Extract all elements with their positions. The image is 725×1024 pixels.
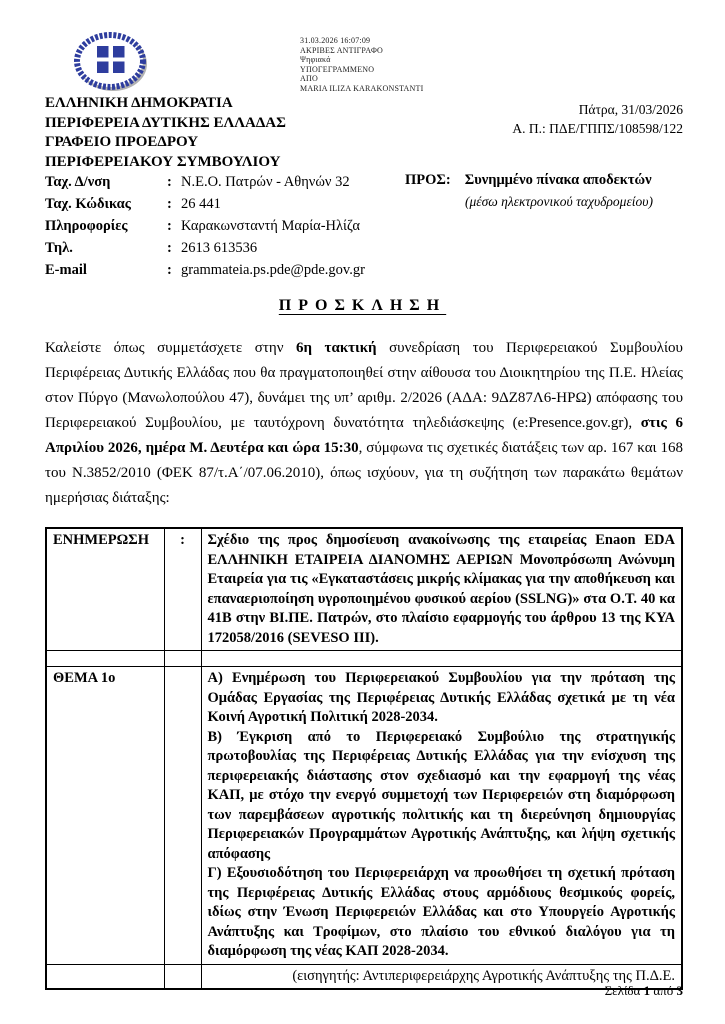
- footer-text: Σελίδα: [604, 983, 644, 998]
- org-line: ΕΛΛΗΝΙΚΗ ΔΗΜΟΚΡΑΤΙΑ: [45, 95, 233, 111]
- body-text: , σύμφωνα τις σχετικές διατάξεις των αρ. 167 και 168 του Ν.3852/2010 (ΦΕΚ 87/τ.Α΄/07.06.2010), όπως ισχύουν, για τη συζήτηση των παρακάτω θεμάτων ημερήσιας διάταξης:: [45, 440, 683, 506]
- empty-cell: [164, 964, 201, 989]
- topic-item-a: Α) Ενημέρωση του Περιφερειακού Συμβουλίου για την πρόταση της Ομάδας Εργασίας της Περιφέρειας Δυτικής Ελλάδας σχετικά με τη νέα Κοινή Αγροτική Πολιτική 2028-2034.: [207, 670, 675, 725]
- contact-row-address: [45, 171, 400, 193]
- contact-value: 2613 613536: [181, 240, 258, 256]
- contact-row-postcode: [45, 193, 400, 215]
- row-text: [201, 667, 682, 965]
- empty-cell: [46, 964, 164, 989]
- org-line: ΠΕΡΙΦΕΡΕΙΑ ΔΥΤΙΚΗΣ ΕΛΛΑΔΑΣ: [45, 114, 286, 131]
- row-colon: :: [164, 528, 201, 651]
- contact-label: Τηλ.: [45, 240, 73, 256]
- contact-label: Ταχ. Κώδικας: [45, 196, 131, 212]
- to-label: ΠΡΟΣ:: [405, 172, 451, 188]
- digital-signature-stamp: [300, 36, 423, 94]
- empty-cell: [46, 651, 164, 667]
- table-row-briefing: [46, 528, 682, 651]
- recipients-line: [405, 170, 690, 191]
- contact-label: Ταχ. Δ/νση: [45, 174, 111, 190]
- row-text: Σχέδιο της προς δημοσίευση ανακοίνωσης της εταιρείας Enaon EDA ΕΛΛΗΝΙΚΗ ΕΤΑΙΡΕΙΑ ΔΙΑΝΟΜΗΣ ΑΕΡΙΩΝ Μονοπρόσωπη Ανώνυμη Εταιρεία για τις «Εγκαταστάσεις μικρής κλίμακας για την αποθήκευση και επαναεριοποίηση υγροποιημένου φυσικού αερίου (SSLNG)» στα Ο.Τ. 40 κα 41Β στην ΒΙ.ΠΕ. Πατρών, στο πλαίσιο εφαρμογής του άρθρου 13 της ΚΥΑ 172058/2016 (SEVESO III).: [201, 528, 682, 651]
- contact-colon: :: [167, 240, 172, 256]
- contact-value: 26 441: [181, 196, 221, 212]
- contact-email-value: grammateia.ps.pde@pde.gov.gr: [181, 262, 365, 278]
- footer-page-current: 1: [643, 983, 651, 998]
- title-row: [0, 297, 725, 315]
- rapporteur-note: (εισηγητής: Αντιπεριφερειάρχης Αγροτικής Ανάπτυξης της Π.Δ.Ε.: [201, 964, 682, 989]
- body-text: συνεδρίαση του Περιφερειακού Συμβουλίου Περιφέρειας Δυτικής Ελλάδας που θα πραγματοποιηθεί στην αίθουσα του Διοικητηρίου της Π.Ε. Ηλείας στον Πύργο (Μανωλοπούλου 47), δυνάμει της υπ’ αριθμ. 2/2026 (ΑΔΑ: 9ΔΖ87Λ6-ΗΡΩ) απόφασης του Περιφερειακού Συμβουλίου, με ταυτόχρονη δυνατότητα τηλεδιάσκεψης (e:Presence.gov.gr),: [45, 340, 683, 431]
- empty-cell: [164, 667, 201, 965]
- contact-row-email: [45, 259, 400, 281]
- stamp-line: Ψηφιακά: [300, 55, 331, 65]
- invitation-paragraph: [45, 336, 683, 511]
- contact-label: Πληροφορίες: [45, 218, 128, 234]
- table-row-topic-1: [46, 667, 682, 965]
- contact-row-information: [45, 215, 400, 237]
- place-date: Πάτρα, 31/03/2026: [578, 102, 683, 117]
- recipients-block: [405, 170, 690, 212]
- stamp-line: ΑΠΟ: [300, 74, 318, 84]
- empty-cell: [164, 651, 201, 667]
- stamp-signer-name: MARIA ILIZA KARAKONSTANTI: [300, 83, 424, 93]
- org-line: ΠΕΡΙΦΕΡΕΙΑΚΟΥ ΣΥΜΒΟΥΛΙΟΥ: [45, 153, 281, 170]
- row-label: ΘΕΜΑ 1ο: [46, 667, 164, 965]
- row-label: ΕΝΗΜΕΡΩΣΗ: [46, 528, 164, 651]
- topic-item-b: Β) Έγκριση από το Περιφερειακό Συμβούλιο της στρατηγικής πρωτοβουλίας της Περιφέρειας Δυτικής Ελλάδας για την ενίσχυση της περιφερειακής διάστασης στον σχεδιασμό και την εφαρμογή της νέας ΚΑΠ, με στόχο την ενεργό συμμετοχή των Περιφερειών στη διαμόρφωση των παρεμβάσεων αγροτικής πολιτικής και τη διερεύνηση δημιουργίας Περιφερειακών Προγραμμάτων Αγροτικής Ανάπτυξης, και λήψη σχετικής απόφασης: [207, 728, 675, 862]
- date-protocol-block: [512, 100, 683, 138]
- contact-value: Καρακωνσταντή Μαρία-Ηλίζα: [181, 218, 361, 234]
- page-number: [605, 983, 683, 999]
- contact-info-block: [45, 171, 400, 281]
- table-row-rapporteur: [46, 964, 682, 989]
- stamp-line: ΑΚΡΙΒΕΣ ΑΝΤΙΓΡΑΦΟ: [300, 45, 384, 55]
- contact-row-phone: [45, 237, 400, 259]
- to-delivery-note: (μέσω ηλεκτρονικού ταχυδρομείου): [465, 194, 653, 209]
- footer-text: από: [650, 983, 677, 998]
- body-text-bold: 6η τακτική: [296, 340, 377, 356]
- stamp-datetime: 31.03.2026 16:07:09: [300, 36, 371, 45]
- contact-label: E-mail: [45, 262, 87, 278]
- document-title: ΠΡΟΣΚΛΗΣΗ: [278, 297, 447, 314]
- table-row-spacer: [46, 651, 682, 667]
- body-text: Καλείστε όπως συμμετάσχετε στην: [45, 340, 296, 356]
- topic-item-c: Γ) Εξουσιοδότηση του Περιφερειάρχη να προωθήσει τη σχετική πρόταση της Περιφέρειας Δυτικής Ελλάδας στους αρμόδιους θεσμικούς φορείς, ιδίως στην Ένωση Περιφερειών Ελλάδας και στο Υπουργείο Αγροτικής Ανάπτυξης και Τροφίμων, στο πλαίσιο του εθνικού διαλόγου για τη διαμόρφωση της νέας ΚΑΠ 2028-2034.: [207, 865, 675, 959]
- contact-value: Ν.Ε.Ο. Πατρών - Αθηνών 32: [181, 174, 350, 190]
- contact-colon: :: [167, 218, 172, 234]
- footer-page-total: 3: [676, 983, 683, 998]
- contact-colon: :: [167, 174, 172, 190]
- body-text-bold: στις 6 Απριλίου 2026, ημέρα Μ. Δευτέρα και ώρα 15:30: [45, 415, 683, 456]
- protocol-number: Α. Π.: ΠΔΕ/ΓΠΠΣ/108598/122: [512, 121, 683, 136]
- organization-header: [45, 94, 286, 172]
- contact-colon: :: [167, 262, 172, 278]
- contact-colon: :: [167, 196, 172, 212]
- emblem-svg: [72, 30, 150, 94]
- org-line: ΓΡΑΦΕΙΟ ΠΡΟΕΔΡΟΥ: [45, 134, 199, 150]
- greek-coat-of-arms-icon: [72, 30, 150, 94]
- stamp-line: ΥΠΟΓΕΓΡΑΜΜΕΝΟ: [300, 64, 375, 74]
- agenda-table: [45, 527, 683, 990]
- to-value: Συνημμένο πίνακα αποδεκτών: [464, 172, 652, 188]
- empty-cell: [201, 651, 682, 667]
